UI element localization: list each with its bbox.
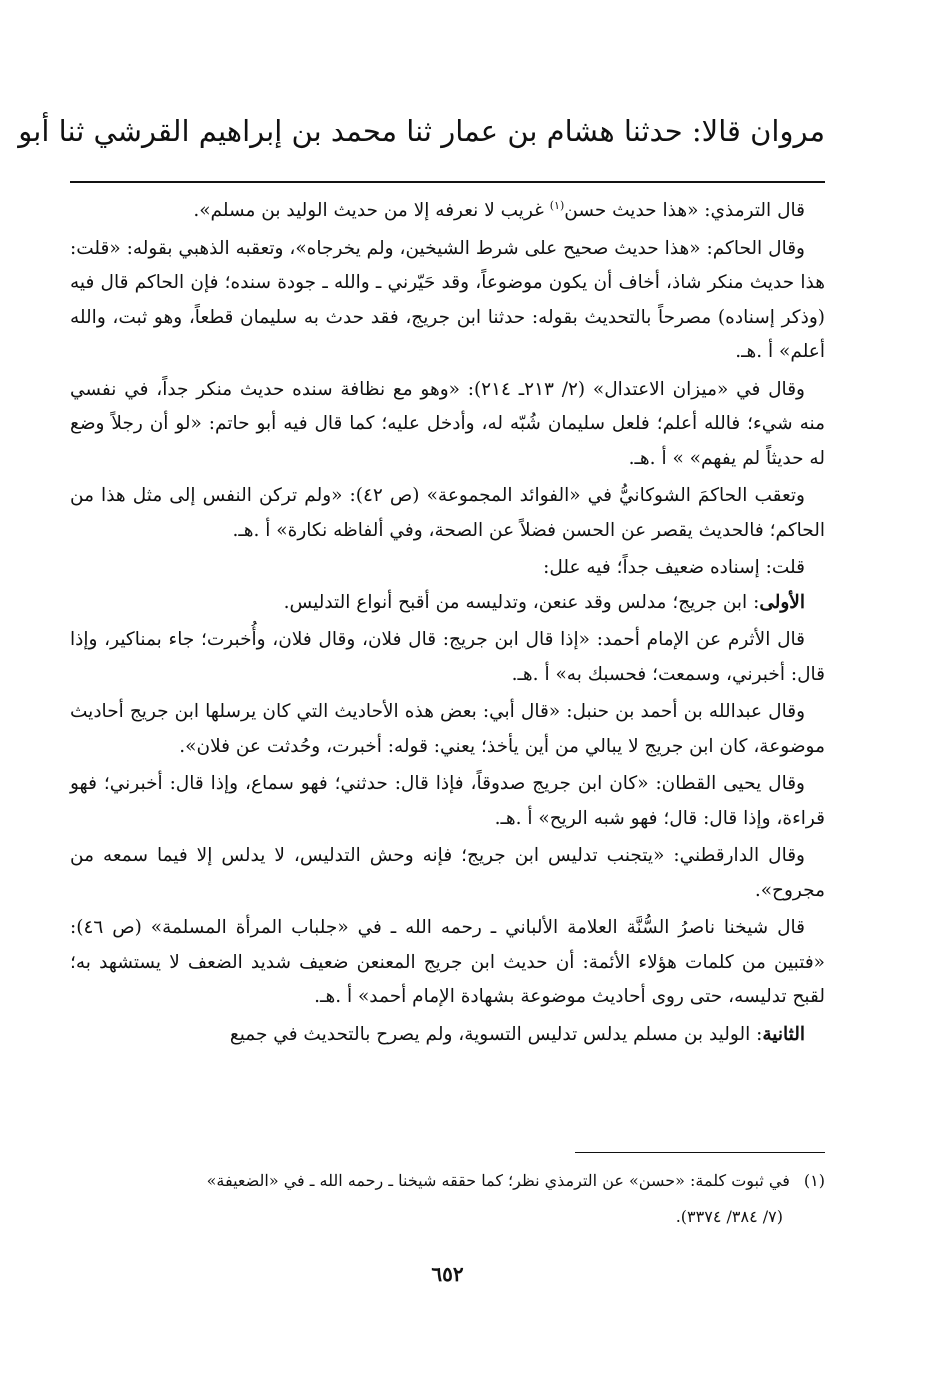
footnote-continuation: (٧/ ٣٨٤/ ٣٣٧٤). xyxy=(675,1207,783,1226)
defect-label: الثانية xyxy=(762,1023,805,1045)
paragraph-text: غريب لا نعرفه إلا من حديث الوليد بن مسلم». xyxy=(193,200,550,221)
book-page xyxy=(18,0,825,1375)
paragraph-text: : ابن جريج؛ مدلس وقد عنعن، وتدليسه من أقبح أنواع التدليس. xyxy=(283,591,760,613)
paragraph-first-defect xyxy=(70,586,825,621)
page-number: ٦٥٢ xyxy=(431,1262,464,1286)
paragraph-text: قال الترمذي: «هذا حديث حسن xyxy=(564,200,805,221)
footnote-text: في ثبوت كلمة: «حسن» عن الترمذي نظر؛ كما حققه شيخنا ـ رحمه الله ـ في «الضعيفة» xyxy=(206,1171,790,1190)
defect-label: الأولى xyxy=(759,591,805,613)
paragraph-isnad-weak: قلت: إسناده ضعيف جداً؛ فيه علل: xyxy=(543,557,805,578)
paragraph-abdullah: وقال عبدالله بن أحمد بن حنبل: «قال أبي: بعض هذه الأحاديث التي كان يرسلها ابن جريج أحاديث موضوعة، كان ابن جريج لا يبالي من أين يأخذ؛ يعني: قوله: أخبرت، وحُدثت عن فلان». xyxy=(70,701,825,757)
footnote xyxy=(70,1163,825,1235)
footnote-separator xyxy=(575,1152,825,1153)
paragraph-shawkani: وتعقب الحاكمَ الشوكانيُّ في «الفوائد المجموعة» (ص ٤٢): «ولم تركن النفس إلى مثل هذا من الحاكم؛ فالحديث يقصر عن الحسن فضلاً عن الصحة، وفي ألفاظه نكارة» أ .هـ. xyxy=(70,485,825,541)
paragraph-hakim: وقال الحاكم: «هذا حديث صحيح على شرط الشيخين، ولم يخرجاه»، وتعقبه الذهبي بقوله: «قلت: هذا حديث منكر شاذ، أخاف أن يكون موضوعاً، وقد حَيّرني ـ والله ـ جودة سنده؛ فإن الحاكم قال فيه (وذكر إسناده) مصرحاً بالتحديث بقوله: حدثنا ابن جريج، فقد حدث به سليمان قطعاً، وهو ثبت، والله أعلم» أ .هـ. xyxy=(70,237,825,362)
paragraph-athram: قال الأثرم عن الإمام أحمد: «إذا قال ابن جريج: قال فلان، وقال فلان، وأُخبرت؛ جاء بمناكير، وإذا قال: أخبرني، وسمعت؛ فحسبك به» أ .هـ. xyxy=(70,629,825,685)
paragraph-albani: قال شيخنا ناصرُ السُّنَّة العلامة الألباني ـ رحمه الله ـ في «جلباب المرأة المسلمة» (ص ٤٦): «فتبين من كلمات هؤلاء الأئمة: أن حديث ابن جريج المعنعن ضعيف شديد الضعف لا يستشهد به؛ لقبح تدليسه، حتى روى أحاديث موضوعة بشهادة الإمام أحمد» أ .هـ. xyxy=(70,917,825,1007)
paragraph-daraqutni: وقال الدارقطني: «يتجنب تدليس ابن جريج؛ فإنه وحش التدليس، لا يدلس إلا فيما سمعه من مجروح». xyxy=(70,845,825,901)
paragraph-second-defect xyxy=(70,1018,825,1053)
paragraph-tirmidhi xyxy=(70,194,825,229)
paragraph-mizan: وقال في «ميزان الاعتدال» (٢/ ٢١٣ـ ٢١٤): «وهو مع نظافة سنده حديث منكر جداً، في نفسي منه شيء؛ فالله أعلم؛ فلعل سليمان شُبّه له، وأدخل عليه؛ كما قال فيه أبو حاتم: «لو أن رجلاً وضع له حديثاً لم يفهم» » أ .هـ. xyxy=(70,378,825,469)
paragraph-qattan: وقال يحيى القطان: «كان ابن جريج صدوقاً، فإذا قال: حدثني؛ فهو سماع، وإذا قال: أخبرني؛ فهو قراءة، وإذا قال: قال؛ فهو شبه الريح» أ .هـ. xyxy=(70,773,825,829)
footnote-number: (١) xyxy=(803,1171,825,1190)
footnote-marker[interactable]: (١) xyxy=(549,198,565,212)
main-text-line: مروان قالا: حدثنا هشام بن عمار ثنا محمد بن إبراهيم القرشي ثنا أبو xyxy=(18,114,825,148)
commentary-section xyxy=(70,194,825,1052)
main-text-separator xyxy=(70,181,825,183)
paragraph-text: : الوليد بن مسلم يدلس تدليس التسوية، ولم يصرح بالتحديث في جميع xyxy=(229,1023,763,1045)
